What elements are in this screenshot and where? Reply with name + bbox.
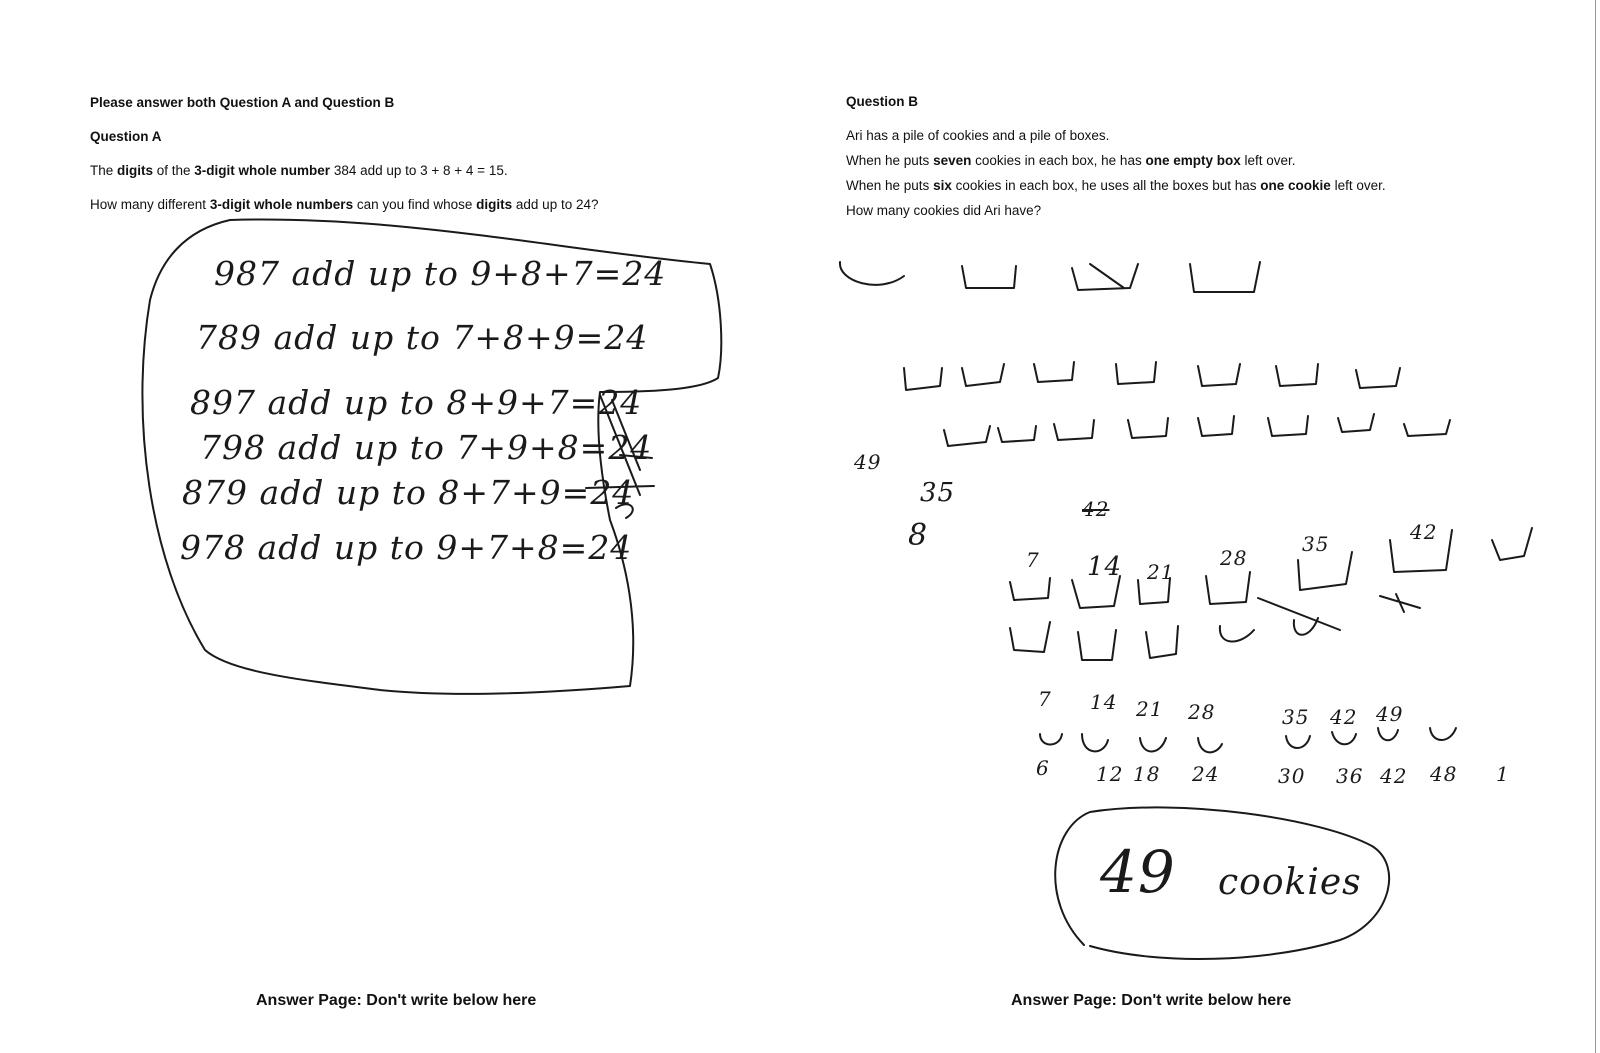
row-six-4: 24 (1192, 762, 1220, 786)
box-doodle (1078, 630, 1116, 660)
box-total-35: 35 (1302, 532, 1330, 556)
box-doodle (998, 426, 1036, 442)
box-doodle (1298, 552, 1352, 590)
box-total-42: 42 (1410, 520, 1438, 544)
question-b-line-4: How many cookies did Ari have? (846, 203, 1042, 218)
handwritten-line-6: 978 add up to 9+7+8=24 (180, 528, 633, 567)
box-doodle (1390, 530, 1452, 572)
handwritten-line-2: 789 add up to 7+8+9=24 (196, 318, 649, 357)
handwritten-line-1: 987 add up to 9+8+7=24 (214, 254, 667, 293)
row-six-9: 1 (1496, 762, 1510, 786)
box-doodle (840, 262, 904, 285)
box-doodle (1276, 364, 1318, 386)
box-doodle (1220, 626, 1254, 642)
box-doodle (1404, 420, 1450, 436)
final-answer-word: cookies (1218, 862, 1362, 903)
box-doodle (962, 364, 1004, 386)
box-doodle (904, 368, 942, 390)
box-total-14: 14 (1087, 552, 1123, 582)
box-doodle (1378, 728, 1398, 740)
scribble-mark (586, 395, 654, 518)
row-six-6: 36 (1336, 764, 1364, 788)
box-doodle (1198, 738, 1222, 752)
question-a-heading: Question A (90, 129, 162, 144)
box-doodle (1054, 420, 1094, 440)
box-doodle (1010, 622, 1050, 652)
row-six-1: 6 (1036, 756, 1050, 780)
row-seven-7: 49 (1376, 702, 1404, 726)
box-doodle (1268, 416, 1308, 436)
handwritten-line-3: 897 add up to 8+9+7=24 (190, 383, 643, 422)
box-doodle (1138, 578, 1170, 604)
box-doodle (1338, 414, 1374, 432)
side-number-8: 8 (908, 518, 929, 553)
side-number-49: 49 (854, 450, 882, 474)
box-doodle (1206, 572, 1250, 604)
crossed-number-42: 42 (1082, 497, 1110, 521)
side-number-35: 35 (920, 478, 956, 508)
row-six-3: 18 (1133, 762, 1161, 786)
row-six-2: 12 (1096, 762, 1124, 786)
box-doodle (1040, 734, 1062, 745)
box-total-21: 21 (1147, 560, 1175, 584)
box-total-28: 28 (1220, 546, 1248, 570)
row-seven-1: 7 (1038, 687, 1052, 711)
row-seven-5: 35 (1282, 705, 1310, 729)
cross-out-line (1258, 594, 1420, 630)
row-six-8: 48 (1430, 762, 1458, 786)
question-b-line-3: When he puts six cookies in each box, he uses all the boxes but has one cookie left over. (846, 178, 1386, 193)
box-doodle (1286, 736, 1310, 748)
row-seven-6: 42 (1330, 705, 1358, 729)
box-doodle (962, 266, 1016, 288)
box-doodle (1190, 262, 1260, 292)
box-doodle (1492, 528, 1532, 560)
box-doodle (1332, 732, 1356, 744)
row-seven-2: 14 (1090, 690, 1118, 714)
box-doodle (1010, 578, 1050, 600)
box-doodle (944, 426, 990, 446)
box-doodle (1034, 362, 1074, 382)
question-a-statement: The digits of the 3-digit whole number 384 add up to 3 + 8 + 4 = 15. (90, 163, 508, 178)
question-a-prompt: How many different 3-digit whole numbers can you find whose digits add up to 24? (90, 197, 599, 212)
page-a-footer: Answer Page: Don't write below here (256, 992, 537, 1009)
final-answer-number: 49 (1100, 838, 1176, 906)
handwritten-line-5: 879 add up to 8+7+9=24 (182, 473, 635, 512)
box-doodle (1128, 418, 1168, 438)
box-doodle (1140, 738, 1166, 752)
question-b-heading: Question B (846, 94, 919, 109)
instructions: Please answer both Question A and Question B (90, 95, 395, 110)
row-seven-4: 28 (1188, 700, 1216, 724)
box-doodle (1198, 416, 1234, 436)
row-six-7: 42 (1380, 764, 1408, 788)
box-doodle (1198, 364, 1240, 386)
question-b-line-2: When he puts seven cookies in each box, he has one empty box left over. (846, 153, 1296, 168)
box-doodle (1146, 626, 1178, 658)
page-b-footer: Answer Page: Don't write below here (1011, 992, 1292, 1009)
handwritten-line-4: 798 add up to 7+9+8=24 (200, 428, 653, 467)
box-doodle (1082, 734, 1108, 751)
box-doodle (1072, 576, 1120, 608)
row-seven-3: 21 (1136, 697, 1164, 721)
row-six-5: 30 (1278, 764, 1306, 788)
box-doodle (1072, 264, 1138, 290)
page-edge (1595, 0, 1596, 1053)
box-doodle (1430, 728, 1456, 740)
question-b-line-1: Ari has a pile of cookies and a pile of boxes. (846, 128, 1110, 143)
answer-circle (1055, 807, 1389, 959)
box-doodle (1116, 362, 1156, 384)
box-doodle (1356, 368, 1400, 388)
box-total-7: 7 (1026, 548, 1040, 572)
